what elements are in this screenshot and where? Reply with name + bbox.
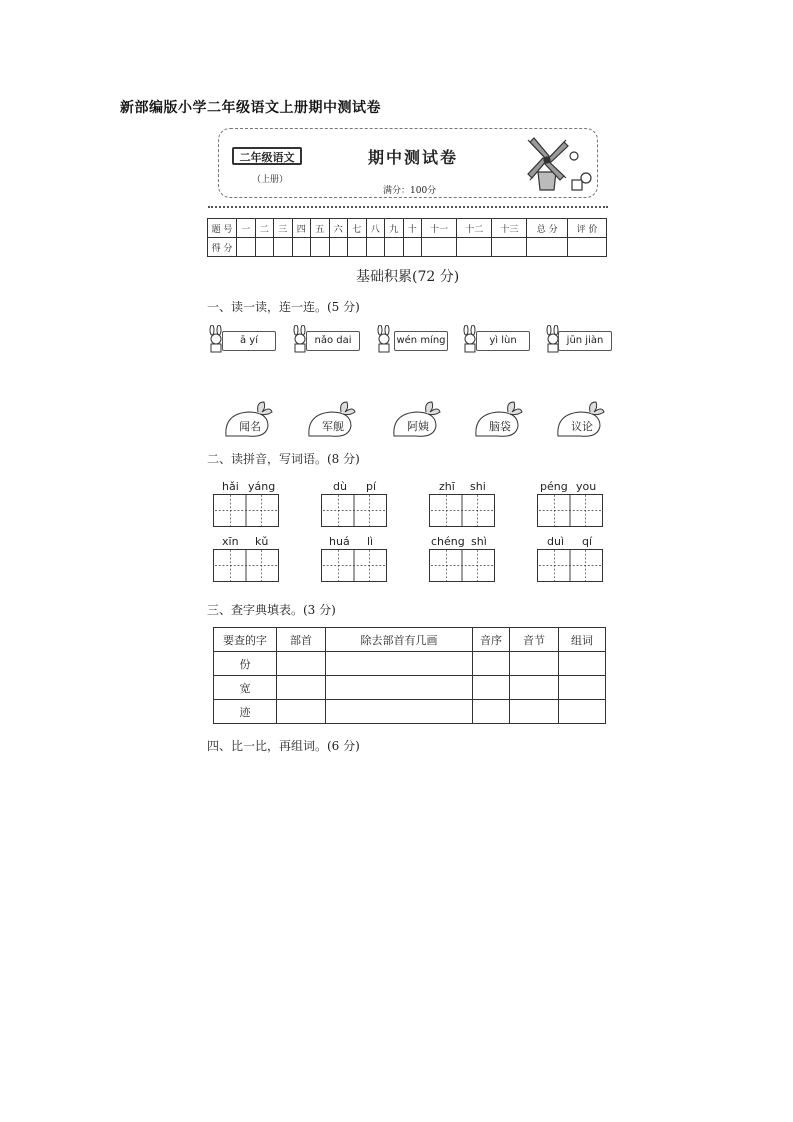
table-cell: 十 [403,219,422,238]
column-header: 部首 [277,628,326,652]
answer-cell[interactable] [510,676,559,700]
table-header-row [214,628,606,652]
pinyin-syllable: pí [366,480,377,493]
score-table [207,218,607,257]
table-cell: 九 [385,219,404,238]
word-card[interactable]: 军舰 [322,420,344,433]
pinyin-syllable: chéng [431,535,465,548]
column-header: 除去部首有几画 [326,628,473,652]
full-score: 满分：100分 [383,186,437,196]
writing-grid[interactable] [537,549,603,582]
answer-cell[interactable] [277,652,326,676]
word-card[interactable]: 阿姨 [407,420,429,433]
table-cell: 得 分 [208,238,237,257]
header-divider [208,206,608,208]
table-cell: 六 [329,219,348,238]
table-cell: 一 [237,219,256,238]
answer-cell[interactable] [326,700,473,724]
pinyin-card[interactable]: yì lùn [476,331,530,351]
lookup-character: 宽 [214,676,277,700]
writing-grid[interactable] [213,549,279,582]
writing-grid[interactable] [321,549,387,582]
pinyin-card[interactable]: jūn jiàn [558,331,612,351]
score-input-cell[interactable] [366,238,385,257]
answer-cell[interactable] [277,700,326,724]
table-cell: 十二 [457,219,492,238]
lookup-character: 份 [214,652,277,676]
rabbit-icon [374,325,394,353]
answer-cell[interactable] [277,676,326,700]
score-input-cell[interactable] [348,238,367,257]
table-cell: 七 [348,219,367,238]
pinyin-card[interactable]: nǎo dai [306,331,360,351]
score-input-cell[interactable] [311,238,330,257]
column-header: 组词 [559,628,606,652]
pinyin-syllable: lì [367,535,374,548]
score-input-cell[interactable] [237,238,256,257]
table-cell: 题 号 [208,219,237,238]
table-cell: 四 [292,219,311,238]
table-cell: 二 [255,219,274,238]
dictionary-table [213,627,606,724]
score-input-cell[interactable] [457,238,492,257]
score-input-cell[interactable] [329,238,348,257]
pinyin-syllable: duì [547,535,565,548]
score-input-cell[interactable] [255,238,274,257]
pinyin-syllable: you [576,480,597,493]
score-input-cell[interactable] [274,238,293,257]
table-cell: 八 [366,219,385,238]
windmill-icon [524,134,596,192]
writing-grid[interactable] [213,494,279,527]
answer-cell[interactable] [473,700,510,724]
question-2-title: 二、读拼音，写词语。(8 分) [207,452,360,466]
answer-cell[interactable] [559,652,606,676]
score-table-score-row [208,238,607,257]
writing-grid[interactable] [429,549,495,582]
table-cell: 五 [311,219,330,238]
exam-title: 期中测试卷 [368,148,459,167]
document-title: 新部编版小学二年级语文上册期中测试卷 [120,100,381,116]
pinyin-syllable: yáng [248,480,276,493]
score-table-header-row [208,219,607,238]
score-input-cell[interactable] [568,238,607,257]
answer-cell[interactable] [559,676,606,700]
table-cell: 评 价 [568,219,607,238]
section-heading: 基础积累(72 分) [356,269,460,285]
pinyin-syllable: shi [470,480,486,493]
answer-cell[interactable] [326,652,473,676]
pinyin-card[interactable]: ā yí [222,331,276,351]
writing-grid[interactable] [321,494,387,527]
table-row [214,700,606,724]
score-input-cell[interactable] [292,238,311,257]
question-3-title: 三、查字典填表。(3 分) [207,603,336,617]
word-card[interactable]: 脑袋 [489,420,511,433]
lookup-character: 迹 [214,700,277,724]
writing-grid[interactable] [429,494,495,527]
column-header: 音节 [510,628,559,652]
pinyin-card[interactable]: wén míng [394,331,448,351]
pinyin-syllable: huá [329,535,350,548]
pinyin-syllable: xīn [222,535,239,548]
pinyin-syllable: hǎi [222,480,239,493]
table-cell: 三 [274,219,293,238]
table-cell: 十三 [492,219,527,238]
volume-label: （上册） [252,175,289,185]
score-input-cell[interactable] [385,238,404,257]
table-row [214,652,606,676]
score-input-cell[interactable] [422,238,457,257]
writing-grid[interactable] [537,494,603,527]
table-row [214,676,606,700]
column-header: 要查的字 [214,628,277,652]
table-cell: 十一 [422,219,457,238]
pinyin-syllable: kǔ [255,535,269,548]
word-card[interactable]: 闻名 [239,420,261,433]
pinyin-syllable: péng [540,480,568,493]
column-header: 音序 [473,628,510,652]
answer-cell[interactable] [473,676,510,700]
answer-cell[interactable] [473,652,510,676]
pinyin-syllable: dù [333,480,347,493]
score-input-cell[interactable] [527,238,568,257]
pinyin-syllable: qí [582,535,593,548]
question-4-title: 四、比一比，再组词。(6 分) [207,739,360,753]
pinyin-syllable: shì [471,535,487,548]
answer-cell[interactable] [326,676,473,700]
answer-cell[interactable] [510,652,559,676]
table-cell: 总 分 [527,219,568,238]
answer-cell[interactable] [510,700,559,724]
score-input-cell[interactable] [492,238,527,257]
answer-cell[interactable] [559,700,606,724]
pinyin-syllable: zhī [439,480,455,493]
word-card[interactable]: 议论 [571,420,593,433]
grade-badge: 二年级语文 [232,147,302,165]
score-input-cell[interactable] [403,238,422,257]
question-1-title: 一、读一读，连一连。(5 分) [207,300,360,314]
